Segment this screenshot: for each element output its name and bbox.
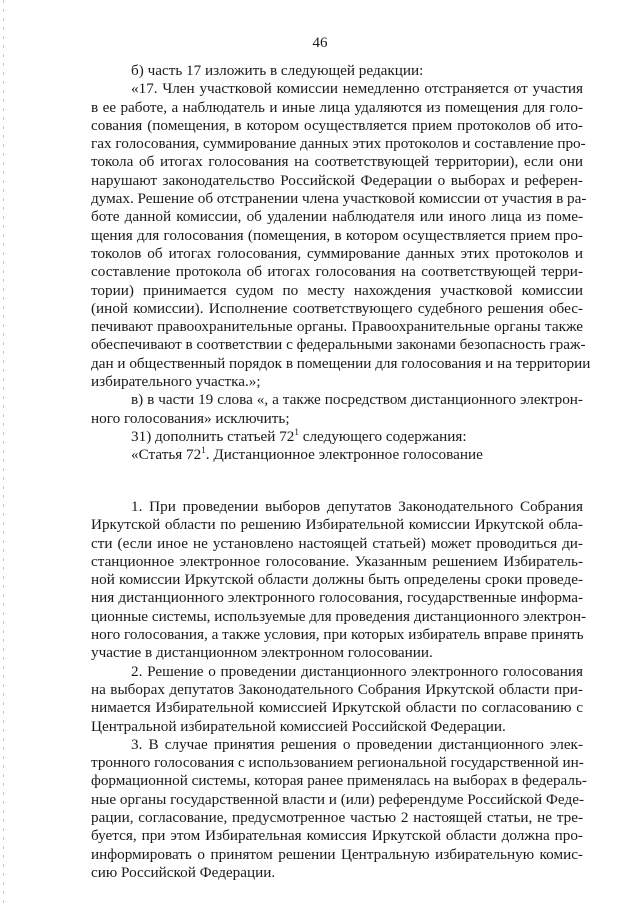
text-line: нимается Избирательной комиссией Иркутской области по согласованию с — [91, 699, 583, 717]
text-line: токолов об итогах голосования, суммирование данных этих протоколов и — [91, 244, 583, 262]
text-line: ного голосования, а также условия, при которых избиратель вправе принять — [91, 626, 584, 644]
article-body-block — [91, 498, 587, 882]
text-line: в) в части 19 слова «, а также посредством дистанционного электрон- — [131, 391, 583, 409]
amendment-text-block — [91, 62, 591, 428]
text-line: информировать о принятом решении Центральную избирательную комис- — [91, 845, 583, 863]
text-line: тории) принимается судом по месту нахождения участковой комиссии — [91, 281, 583, 299]
text-line: составление протокола об итогах голосования на соответствующей терри- — [91, 263, 583, 281]
text-line: гах голосования, суммирование данных этих протоколов и составление про- — [91, 135, 586, 153]
scan-edge-line — [3, 0, 4, 905]
text-line: щения для голосования (помещения, в котором осуществляется прием про- — [91, 226, 583, 244]
page-number: 46 — [312, 35, 328, 51]
text-line: рации, согласование, предусмотренное частью 2 настоящей статьи, не тре- — [91, 809, 583, 827]
text-line: Иркутской области по решению Избирательной комиссии Иркутской обла- — [91, 516, 583, 534]
article-title: «Статья $72^1$. Дистанционное электронное голосование — [131, 445, 483, 464]
text-line: в ее работе, а наблюдатель и иные лица удаляются из помещения для голо- — [91, 98, 583, 116]
text-line: токола об итогах голосования на соответствующей территории), если они — [91, 153, 583, 171]
text-line: ционные системы, используемые для проведения дистанционного электрон- — [91, 607, 587, 625]
text-line: 1. При проведении выборов депутатов Законодательного Собрания — [131, 498, 583, 515]
text-line: дан и общественный порядок в помещении для голосования и на территории — [91, 354, 591, 372]
text-line: формационной системы, которая ранее применялась на выборах в федераль- — [91, 772, 587, 790]
text-line: буется, при этом Избирательная комиссия Иркутской области должна про- — [91, 827, 583, 845]
text-line: участие в дистанционном электронном голосовании. — [91, 644, 433, 662]
text-line: 2. Решение о проведении дистанционного электронного голосования — [131, 662, 583, 680]
text-line: сти (если иное не установлено настоящей статьей) может проводиться ди- — [91, 534, 583, 552]
text-line: обеспечивают в соответствии с федеральными законами безопасность граж- — [91, 336, 586, 354]
text-line: нарушают законодательство Российской Федерации о выборах и референ- — [91, 171, 583, 189]
text-line: станционное электронное голосование. Указанным решением Избиратель- — [91, 552, 583, 570]
text-line: сования (помещения, в котором осуществляется прием протоколов об ито- — [91, 116, 583, 134]
text-line: б) часть 17 изложить в следующей редакции: — [131, 62, 424, 79]
amendment-item-31: 31) дополнить статьей $72^1$ следующего содержания: — [131, 427, 467, 445]
text-line: 3. В случае принятия решения о проведении дистанционного элек- — [131, 735, 583, 753]
text-line: печивают правоохранительные органы. Правоохранительные органы также — [91, 318, 583, 336]
text-line: избирательного участка.»; — [91, 373, 261, 391]
text-line: на выборах депутатов Законодательного Собрания Иркутской области при- — [91, 680, 583, 698]
text-line: боте данной комиссии, об удалении наблюдателя или иного лица из поме- — [91, 208, 583, 226]
text-line: ного голосования» исключить; — [91, 409, 290, 427]
article-header-block — [91, 428, 583, 465]
text-line: «17. Член участковой комиссии немедленно отстраняется от участия — [131, 80, 583, 98]
text-line: Центральной избирательной комиссией Российской Федерации. — [91, 717, 506, 735]
text-line: ной комиссии Иркутской области должны быть определены сроки проведе- — [91, 571, 583, 589]
text-line: (иной комиссии). Исполнение соответствующего судебного решения обес- — [91, 299, 583, 317]
text-line: думах. Решение об отстранении члена участковой комиссии от участия в ра- — [91, 190, 587, 208]
text-line: ния дистанционного электронного голосования, государственные информа- — [91, 589, 583, 607]
text-line: тронного голосования с использованием региональной государственной ин- — [91, 754, 584, 772]
text-line: ные органы государственной власти и (или) референдуме Российской Феде- — [91, 790, 584, 808]
text-line: сию Российской Федерации. — [91, 863, 276, 881]
